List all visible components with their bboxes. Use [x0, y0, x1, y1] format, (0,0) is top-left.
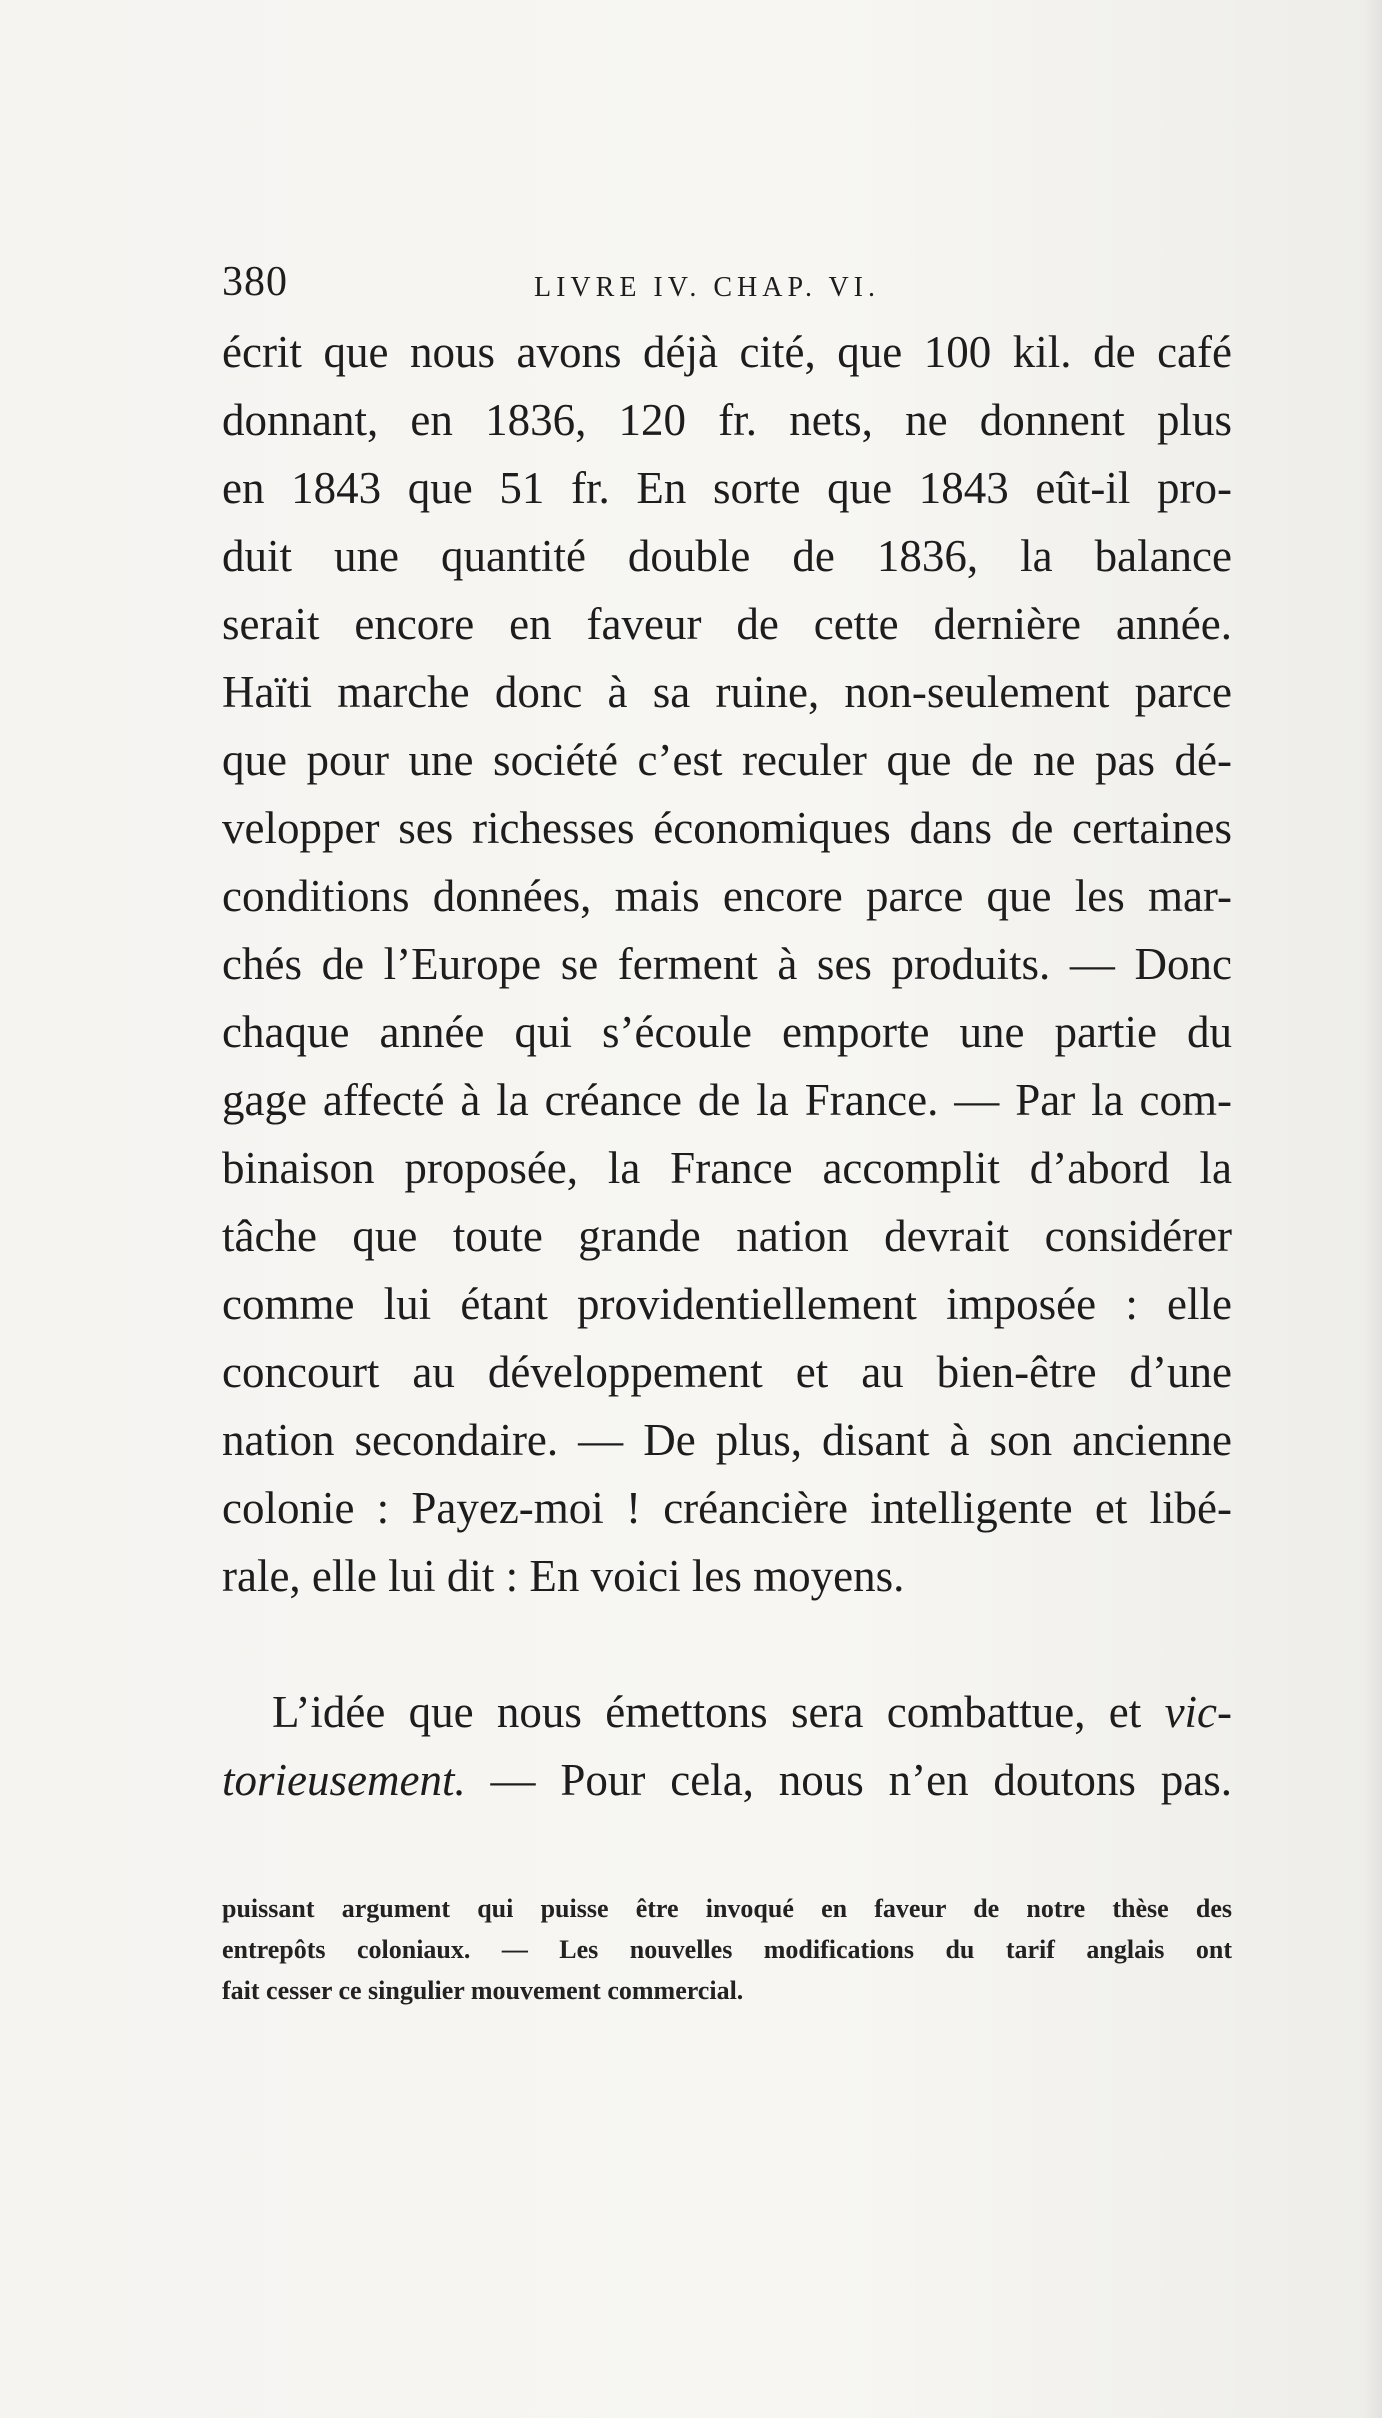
text-line: donnant, en 1836, 120 fr. nets, ne donnent plus — [222, 395, 1232, 445]
text-line — [222, 1678, 1232, 1746]
text-line: conditions données, mais encore parce que les mar- — [222, 871, 1232, 921]
text-run: — Pour cela, nous n’en doutons pas. — [465, 1755, 1232, 1805]
footnote-line: entrepôts coloniaux. — Les nouvelles modifications du tarif anglais ont — [222, 1935, 1232, 1964]
italic-run: vic- — [1164, 1687, 1232, 1737]
text-line: velopper ses richesses économiques dans de certaines — [222, 803, 1232, 853]
text-line: écrit que nous avons déjà cité, que 100 kil. de café — [222, 327, 1232, 377]
page-header — [222, 258, 1212, 318]
text-line: rale, elle lui dit : En voici les moyens. — [222, 1551, 905, 1601]
italic-run: torieusement. — [222, 1755, 466, 1805]
text-line: serait encore en faveur de cette dernière année. — [222, 599, 1232, 649]
text-line: binaison proposée, la France accomplit d’abord la — [222, 1143, 1232, 1193]
page-number: 380 — [222, 259, 288, 305]
text-run: L’idée que nous émettons sera combattue, et — [272, 1687, 1165, 1737]
text-line: nation secondaire. — De plus, disant à son ancienne — [222, 1415, 1232, 1465]
text-line: tâche que toute grande nation devrait considérer — [222, 1211, 1232, 1261]
text-line: chaque année qui s’écoule emporte une partie du — [222, 1007, 1232, 1057]
text-line: en 1843 que 51 fr. En sorte que 1843 eût-il pro- — [222, 463, 1232, 513]
page-edge-shadow — [1364, 0, 1382, 2418]
text-line: duit une quantité double de 1836, la balance — [222, 531, 1232, 581]
paragraph-2 — [222, 1678, 1232, 1814]
paragraph-1 — [222, 318, 1232, 1610]
text-line — [222, 1746, 1232, 1814]
text-line: gage affecté à la créance de la France. — Par la com- — [222, 1075, 1232, 1125]
text-line: colonie : Payez-moi ! créancière intelligente et libé- — [222, 1483, 1232, 1533]
text-line: chés de l’Europe se ferment à ses produits. — Donc — [222, 939, 1232, 989]
footnote-line: puissant argument qui puisse être invoqué en faveur de notre thèse des — [222, 1894, 1232, 1923]
text-line: que pour une société c’est reculer que de ne pas dé- — [222, 735, 1232, 785]
footnote-line: fait cesser ce singulier mouvement commercial. — [222, 1976, 744, 2005]
text-line: comme lui étant providentiellement imposée : elle — [222, 1279, 1232, 1329]
text-line: Haïti marche donc à sa ruine, non-seulement parce — [222, 667, 1232, 717]
running-head: LIVRE IV. CHAP. VI. — [534, 272, 880, 303]
text-line: concourt au développement et au bien-être d’une — [222, 1347, 1232, 1397]
footnote — [222, 1888, 1232, 2011]
